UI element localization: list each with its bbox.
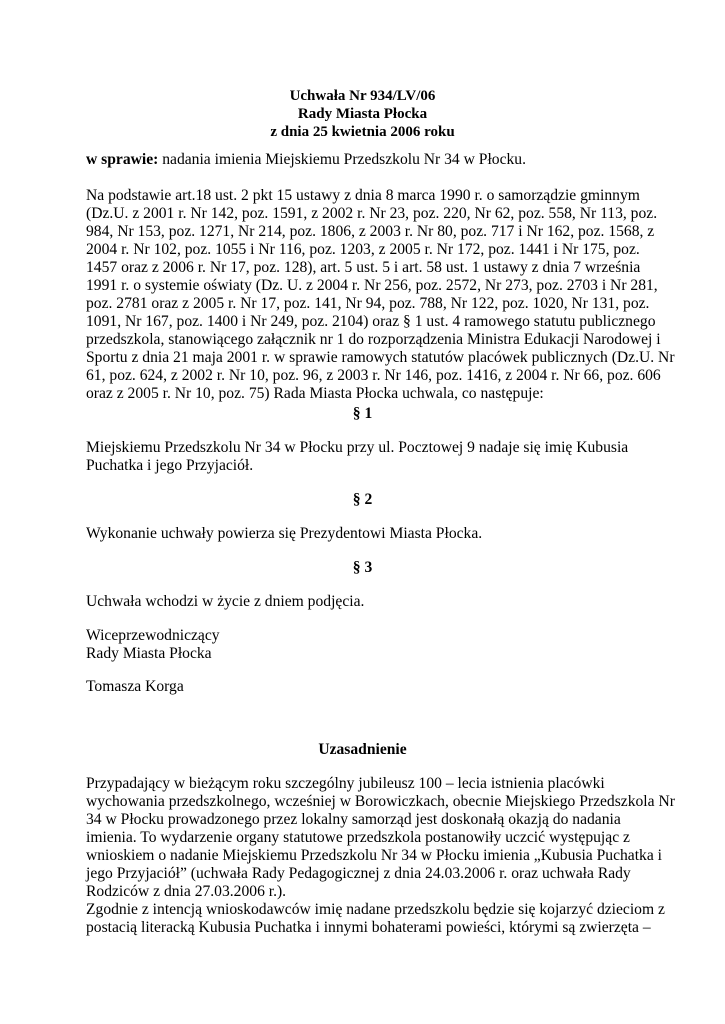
- section-1-text: [86, 439, 639, 475]
- signatory-role: Wiceprzewodniczący: [86, 627, 220, 644]
- council-name: Rady Miasta Płocka: [297, 106, 428, 122]
- section-1-heading: § 1: [352, 405, 373, 422]
- text-line: postacią literacką Kubusia Puchatka i innymi bohaterami powieści, którymi są zwierzęta –: [86, 919, 651, 936]
- section-2-heading: § 2: [352, 491, 373, 508]
- subject-text: nadania imienia Miejskiemu Przedszkolu Nr 34 w Płocku.: [158, 151, 527, 168]
- section-3-text: [86, 593, 639, 611]
- justification-heading: Uzasadnienie: [318, 741, 407, 758]
- signatory-name-block: [86, 678, 639, 696]
- text-line: 1091, Nr 167, poz. 1400 i Nr 249, poz. 2104) oraz § 1 ust. 4 ramowego statutu publicznego: [86, 313, 656, 330]
- resolution-number: Uchwała Nr 934/LV/06: [289, 88, 436, 104]
- justification-paragraph: [86, 775, 675, 937]
- text-line: Puchatka i jego Przyjaciół.: [86, 457, 254, 474]
- text-line: Przypadający w bieżącym roku szczególny jubileusz 100 – lecia istnienia placówki: [86, 775, 605, 792]
- resolution-date: z dnia 25 kwietnia 2006 roku: [270, 124, 455, 140]
- signatory-name: Tomasza Korga: [86, 678, 184, 695]
- text-line: Miejskiemu Przedszkolu Nr 34 w Płocku przy ul. Pocztowej 9 nadaje się imię Kubusia: [86, 439, 629, 456]
- text-line: jego Przyjaciół” (uchwała Rady Pedagogicznej z dnia 24.03.2006 r. oraz uchwała Rady: [86, 865, 631, 882]
- signatory-council: Rady Miasta Płocka: [86, 645, 212, 662]
- text-line: 1991 r. o systemie oświaty (Dz. U. z 2004 r. Nr 256, poz. 2572, Nr 273, poz. 2703 i Nr 281,: [86, 277, 658, 294]
- section-3-heading: § 3: [352, 559, 373, 576]
- subject-label: w sprawie:: [86, 151, 159, 168]
- text-line: 2004 r. Nr 102, poz. 1055 i Nr 116, poz. 1203, z 2005 r. Nr 172, poz. 1441 i Nr 175, poz.: [86, 241, 640, 258]
- text-line: oraz z 2005 r. Nr 10, poz. 75) Rada Miasta Płocka uchwala, co następuje:: [86, 385, 544, 402]
- text-line: (Dz.U. z 2001 r. Nr 142, poz. 1591, z 2002 r. Nr 23, poz. 220, Nr 62, poz. 558, Nr 113, poz.: [86, 205, 658, 222]
- text-line: Uchwała wchodzi w życie z dniem podjęcia.: [86, 593, 365, 610]
- text-line: 61, poz. 624, z 2002 r. Nr 10, poz. 96, z 2003 r. Nr 146, poz. 1416, z 2004 r. Nr 66, poz. 606: [86, 367, 661, 384]
- section-2-text: [86, 525, 639, 543]
- text-line: Zgodnie z intencją wnioskodawców imię nadane przedszkolu będzie się kojarzyć dzieciom z: [86, 901, 665, 918]
- text-line: poz. 2781 oraz z 2005 r. Nr 17, poz. 141, Nr 94, poz. 788, Nr 122, poz. 1020, Nr 131, poz.: [86, 295, 650, 312]
- resolution-header: [86, 87, 639, 141]
- subject-line: [86, 151, 639, 169]
- signature-block: [86, 627, 639, 663]
- text-line: 984, Nr 153, poz. 1271, Nr 214, poz. 1806, z 2003 r. Nr 80, poz. 717 i Nr 162, poz. 1568, z: [86, 223, 655, 240]
- text-line: Wykonanie uchwały powierza się Prezydentowi Miasta Płocka.: [86, 525, 483, 542]
- text-line: 1457 oraz z 2006 r. Nr 17, poz. 128), art. 5 ust. 5 i art. 58 ust. 1 ustawy z dnia 7 września: [86, 259, 641, 276]
- text-line: 34 w Płocku prowadzonego przez lokalny samorząd jest doskonałą okazją do nadania: [86, 811, 621, 828]
- text-line: Sportu z dnia 21 maja 2001 r. w sprawie ramowych statutów placówek publicznych (Dz.U. Nr: [86, 349, 675, 366]
- text-line: przedszkola, stanowiącego załącznik nr 1 do rozporządzenia Ministra Edukacji Narodowej i: [86, 331, 661, 348]
- legal-basis-paragraph: [86, 187, 675, 403]
- text-line: Rodziców z dnia 27.03.2006 r.).: [86, 883, 287, 900]
- text-line: imienia. To wydarzenie organy statutowe przedszkola postanowiły uczcić występując z: [86, 829, 630, 846]
- text-line: wnioskiem o nadanie Miejskiemu Przedszkolu Nr 34 w Płocku imienia „Kubusia Puchatka i: [86, 847, 662, 864]
- text-line: wychowania przedszkolnego, wcześniej w Borowiczkach, obecnie Miejskiego Przedszkola Nr: [86, 793, 675, 810]
- text-line: Na podstawie art.18 ust. 2 pkt 15 ustawy z dnia 8 marca 1990 r. o samorządzie gminnym: [86, 187, 640, 204]
